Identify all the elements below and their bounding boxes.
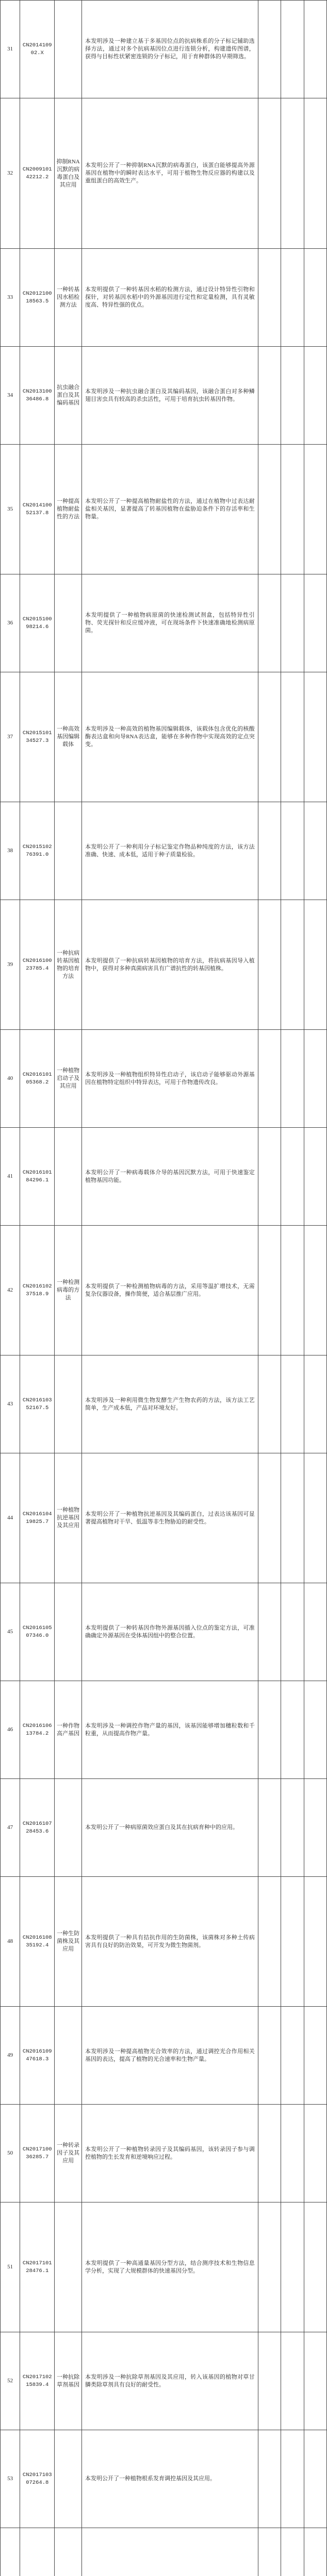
table-row — [1, 1128, 327, 1226]
patent-table-body — [1, 1, 327, 2576]
patent-name: 一种转基因水稻检测方法 — [55, 249, 82, 347]
blank-cell — [304, 1583, 326, 1681]
blank-cell — [281, 1128, 304, 1226]
patent-abstract: 本发明提供了一种具有拮抗作用的生防菌株，该菌株对多种土传病害具有良好的防治效果，可开发为微生物菌剂。 — [81, 1877, 258, 2007]
patent-abstract: 本发明涉及一种调控作物产量的基因，该基因能够增加穗粒数和千粒重，从而提高作物产量。 — [81, 1681, 258, 1779]
table-row — [1, 1779, 327, 1877]
table-row — [1, 672, 327, 802]
patent-name — [55, 574, 82, 672]
blank-cell — [281, 802, 304, 900]
blank-cell — [304, 347, 326, 445]
row-number: 45 — [1, 1583, 20, 1681]
patent-name — [55, 802, 82, 900]
patent-abstract: 本发明提供了一种转基因水稻的检测方法，通过设计特异性引物和探针，对转基因水稻中的外源基因进行定性和定量检测，具有灵敏度高、特异性强的优点。 — [81, 249, 258, 347]
blank-cell — [258, 2007, 281, 2105]
table-row — [1, 900, 327, 1030]
blank-cell — [281, 1, 304, 98]
blank-cell — [304, 2105, 326, 2202]
application-number: CN201710128476.1 — [20, 2202, 55, 2332]
application-number: CN201610507346.0 — [20, 1583, 55, 1681]
blank-cell — [258, 1355, 281, 1453]
application-number: CN201310036486.8 — [20, 347, 55, 445]
blank-cell — [281, 1877, 304, 2007]
table-row — [1, 2007, 327, 2105]
patent-abstract — [81, 2528, 258, 2576]
patent-name: 一种高效基因编辑载体 — [55, 672, 82, 802]
blank-cell — [304, 1226, 326, 1355]
blank-cell — [281, 2332, 304, 2430]
table-row — [1, 1453, 327, 1583]
blank-cell — [258, 2528, 281, 2576]
application-number: CN201710036285.7 — [20, 2105, 55, 2202]
patent-abstract: 本发明涉及一种高效的植物基因编辑载体，该载体包含优化的核酸酶表达盒和向导RNA表达盒，能够在多种作物中实现高效的定点突变。 — [81, 672, 258, 802]
blank-cell — [258, 1583, 281, 1681]
table-row — [1, 2105, 327, 2202]
blank-cell — [281, 1681, 304, 1779]
patent-name — [55, 1355, 82, 1453]
patent-name — [55, 1128, 82, 1226]
patent-name — [55, 2430, 82, 2528]
patent-abstract: 本发明公开了一种病毒载体介导的基因沉默方法，可用于快速鉴定植物基因功能。 — [81, 1128, 258, 1226]
patent-abstract: 本发明公开了一种植物转录因子及其编码基因，该转录因子参与调控植物的生长发育和逆境响应过程。 — [81, 2105, 258, 2202]
application-number: CN201610947618.3 — [20, 2007, 55, 2105]
table-row — [1, 1583, 327, 1681]
application-number: CN201510276391.0 — [20, 802, 55, 900]
blank-cell — [258, 445, 281, 574]
patent-name: 一种生防菌株及其应用 — [55, 1877, 82, 2007]
row-number: 33 — [1, 249, 20, 347]
blank-cell — [304, 2007, 326, 2105]
blank-cell — [258, 1226, 281, 1355]
application-number: CN201210018563.5 — [20, 249, 55, 347]
table-row — [1, 98, 327, 249]
blank-cell — [281, 2430, 304, 2528]
blank-cell — [258, 98, 281, 249]
blank-cell — [304, 2332, 326, 2430]
application-number: CN201610184296.1 — [20, 1128, 55, 1226]
row-number: 34 — [1, 347, 20, 445]
blank-cell — [258, 2105, 281, 2202]
patent-name — [55, 1, 82, 98]
patent-name: 一种提高植物耐盐性的方法 — [55, 445, 82, 574]
blank-cell — [304, 445, 326, 574]
patent-abstract: 本发明涉及一种利用微生物发酵生产生物农药的方法，该方法工艺简单，生产成本低，产品对环境友好。 — [81, 1355, 258, 1453]
blank-cell — [304, 1128, 326, 1226]
patent-name: 一种植物启动子及其应用 — [55, 1030, 82, 1128]
blank-cell — [281, 1226, 304, 1355]
patent-abstract: 本发明涉及一种抗虫融合蛋白及其编码基因，该融合蛋白对多种鳞翅目害虫具有较高的杀虫活性，可用于培育抗虫转基因作物。 — [81, 347, 258, 445]
blank-cell — [304, 1030, 326, 1128]
patent-abstract: 本发明公开了一种植物抗逆基因及其编码蛋白，过表达该基因可显著提高植物对干旱、低温等非生物胁迫的耐受性。 — [81, 1453, 258, 1583]
blank-cell — [281, 574, 304, 672]
table-row — [1, 574, 327, 672]
table-row — [1, 445, 327, 574]
blank-cell — [304, 249, 326, 347]
patent-abstract: 本发明公开了一种利用分子标记鉴定作物品种纯度的方法，该方法准确、快速、成本低，适用于种子质量检验。 — [81, 802, 258, 900]
blank-cell — [304, 1, 326, 98]
row-number: 47 — [1, 1779, 20, 1877]
table-row — [1, 802, 327, 900]
blank-cell — [281, 1355, 304, 1453]
table-row — [1, 2528, 327, 2576]
row-number: 46 — [1, 1681, 20, 1779]
table-row — [1, 2202, 327, 2332]
row-number: 49 — [1, 2007, 20, 2105]
patent-abstract: 本发明提供了一种检测植物病毒的方法，采用等温扩增技术，无需复杂仪器设备，操作简便，适合基层推广应用。 — [81, 1226, 258, 1355]
application-number: CN201610352167.5 — [20, 1355, 55, 1453]
row-number: 32 — [1, 98, 20, 249]
blank-cell — [258, 1453, 281, 1583]
blank-cell — [304, 1355, 326, 1453]
blank-cell — [304, 672, 326, 802]
blank-cell — [258, 1030, 281, 1128]
application-number: CN201410902.X — [20, 1, 55, 98]
blank-cell — [281, 445, 304, 574]
patent-abstract: 本发明公开了一种植物根系发育调控基因及其应用。 — [81, 2430, 258, 2528]
row-number: 40 — [1, 1030, 20, 1128]
blank-cell — [281, 98, 304, 249]
patent-name — [55, 2202, 82, 2332]
row-number: 39 — [1, 900, 20, 1030]
row-number: 36 — [1, 574, 20, 672]
application-number: CN201710307264.8 — [20, 2430, 55, 2528]
row-number: 48 — [1, 1877, 20, 2007]
blank-cell — [281, 2105, 304, 2202]
blank-cell — [258, 2332, 281, 2430]
table-row — [1, 1, 327, 98]
application-number: CN201610237518.9 — [20, 1226, 55, 1355]
blank-cell — [304, 1681, 326, 1779]
row-number: 50 — [1, 2105, 20, 2202]
row-number: 43 — [1, 1355, 20, 1453]
patent-name: 抑制RNA沉默的病毒蛋白及其应用 — [55, 98, 82, 249]
blank-cell — [258, 2430, 281, 2528]
patent-abstract: 本发明提供了一种植物病原菌的快速检测试剂盒，包括特异性引物、荧光探针和反应缓冲液，可在现场条件下快速准确地检测病原菌。 — [81, 574, 258, 672]
blank-cell — [281, 249, 304, 347]
row-number: 41 — [1, 1128, 20, 1226]
blank-cell — [281, 1583, 304, 1681]
blank-cell — [304, 900, 326, 1030]
application-number: CN200910142212.2 — [20, 98, 55, 249]
blank-cell — [304, 1453, 326, 1583]
patent-abstract: 本发明公开了一种提高植物耐盐性的方法，通过在植物中过表达耐盐相关基因，显著提高了转基因植物在盐胁迫条件下的存活率和生物量。 — [81, 445, 258, 574]
blank-cell — [304, 574, 326, 672]
application-number: CN201610105368.2 — [20, 1030, 55, 1128]
row-number — [1, 2528, 20, 2576]
blank-cell — [258, 1128, 281, 1226]
application-number: CN201510098214.6 — [20, 574, 55, 672]
patent-name: 一种作物高产基因 — [55, 1681, 82, 1779]
application-number: CN201410052137.8 — [20, 445, 55, 574]
row-number: 53 — [1, 2430, 20, 2528]
table-row — [1, 249, 327, 347]
blank-cell — [281, 1453, 304, 1583]
blank-cell — [258, 1681, 281, 1779]
blank-cell — [281, 347, 304, 445]
patent-abstract: 本发明涉及一种建立基于多基因位点的抗病株系的分子标记辅助选择方法，通过对多个抗病基因位点进行连锁分析，构建遗传图谱，获得与目标性状紧密连锁的分子标记，用于育种群体的早期筛选。 — [81, 1, 258, 98]
row-number: 51 — [1, 2202, 20, 2332]
patent-abstract: 本发明公开了一种抑制RNA沉默的病毒蛋白，该蛋白能够提高外源基因在植物中的瞬时表达水平，可用于植物生物反应器的构建以及重组蛋白的高效生产。 — [81, 98, 258, 249]
row-number: 35 — [1, 445, 20, 574]
application-number: CN201610613784.2 — [20, 1681, 55, 1779]
patent-abstract: 本发明涉及一种提高植物光合效率的方法，通过调控光合作用相关基因的表达，提高了植物的光合速率和生物产量。 — [81, 2007, 258, 2105]
patent-abstract: 本发明提供了一种抗病转基因植物的培育方法，将抗病基因导入植物中，获得对多种真菌病害具有广谱抗性的转基因植株。 — [81, 900, 258, 1030]
patent-name: 一种抗除草剂基因 — [55, 2332, 82, 2430]
blank-cell — [304, 2430, 326, 2528]
table-row — [1, 2430, 327, 2528]
blank-cell — [258, 347, 281, 445]
blank-cell — [258, 1779, 281, 1877]
row-number: 31 — [1, 1, 20, 98]
table-row — [1, 1226, 327, 1355]
table-row — [1, 1877, 327, 2007]
application-number — [20, 2528, 55, 2576]
table-row — [1, 2332, 327, 2430]
patent-name: 抗虫融合蛋白及其编码基因 — [55, 347, 82, 445]
application-number: CN201610419825.7 — [20, 1453, 55, 1583]
patent-abstract: 本发明涉及一种抗除草剂基因及其应用，转入该基因的植物对草甘膦类除草剂具有良好的耐受性。 — [81, 2332, 258, 2430]
blank-cell — [304, 2202, 326, 2332]
blank-cell — [258, 802, 281, 900]
patent-name: 一种抗病转基因植物的培育方法 — [55, 900, 82, 1030]
application-number: CN201610023785.4 — [20, 900, 55, 1030]
blank-cell — [304, 1779, 326, 1877]
table-row — [1, 347, 327, 445]
blank-cell — [258, 672, 281, 802]
blank-cell — [304, 98, 326, 249]
blank-cell — [258, 1, 281, 98]
patent-name: 一种转录因子及其应用 — [55, 2105, 82, 2202]
blank-cell — [258, 900, 281, 1030]
patent-name: 一种植物抗逆基因及其应用 — [55, 1453, 82, 1583]
blank-cell — [281, 2528, 304, 2576]
table-row — [1, 1681, 327, 1779]
patent-name — [55, 2007, 82, 2105]
row-number: 37 — [1, 672, 20, 802]
blank-cell — [304, 1877, 326, 2007]
table-row — [1, 1030, 327, 1128]
patent-abstract: 本发明公开了一种病原菌效应蛋白及其在抗病育种中的应用。 — [81, 1779, 258, 1877]
row-number: 42 — [1, 1226, 20, 1355]
blank-cell — [258, 574, 281, 672]
patent-name: 一种检测病毒的方法 — [55, 1226, 82, 1355]
blank-cell — [258, 2202, 281, 2332]
blank-cell — [281, 2007, 304, 2105]
blank-cell — [281, 672, 304, 802]
row-number: 38 — [1, 802, 20, 900]
blank-cell — [281, 900, 304, 1030]
application-number: CN201510134527.3 — [20, 672, 55, 802]
row-number: 44 — [1, 1453, 20, 1583]
blank-cell — [281, 2202, 304, 2332]
patent-name — [55, 1779, 82, 1877]
blank-cell — [281, 1779, 304, 1877]
blank-cell — [258, 1877, 281, 2007]
blank-cell — [304, 802, 326, 900]
patent-abstract: 本发明提供了一种转基因作物外源基因插入位点的鉴定方法，可准确确定外源基因在受体基因组中的整合位置。 — [81, 1583, 258, 1681]
blank-cell — [258, 249, 281, 347]
row-number: 52 — [1, 2332, 20, 2430]
blank-cell — [304, 2528, 326, 2576]
application-number: CN201610835192.4 — [20, 1877, 55, 2007]
table-row — [1, 1355, 327, 1453]
patent-name — [55, 2528, 82, 2576]
patent-abstract: 本发明涉及一种植物组织特异性启动子，该启动子能够驱动外源基因在植物特定组织中特异表达，可用于作物遗传改良。 — [81, 1030, 258, 1128]
patent-abstract: 本发明提供了一种高通量基因分型方法，结合测序技术和生物信息学分析，实现了大规模群体的快速基因分型。 — [81, 2202, 258, 2332]
patent-name — [55, 1583, 82, 1681]
blank-cell — [281, 1030, 304, 1128]
application-number: CN201610728453.6 — [20, 1779, 55, 1877]
application-number: CN201710215839.4 — [20, 2332, 55, 2430]
